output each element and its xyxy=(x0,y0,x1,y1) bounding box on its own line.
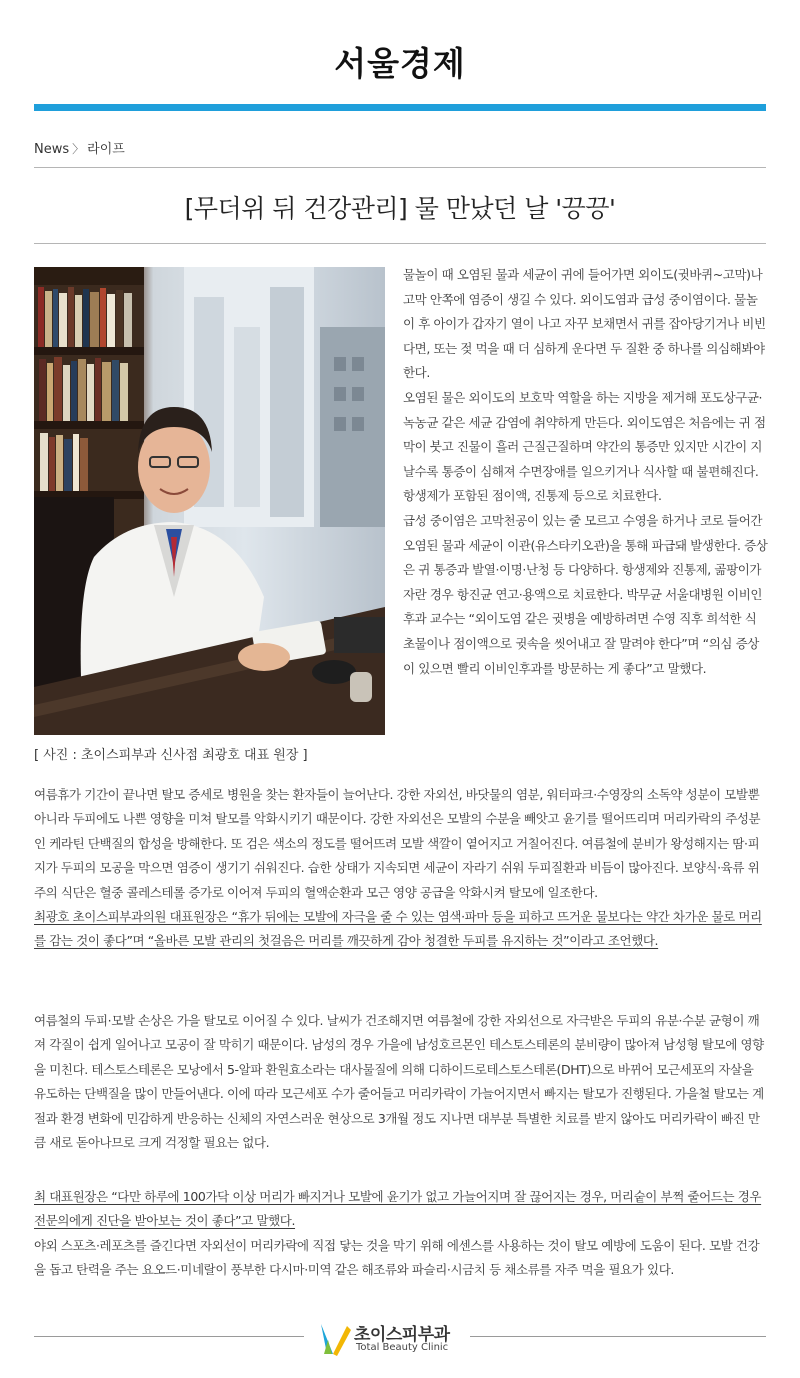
sidebar-paragraph: 급성 중이염은 고막천공이 있는 줄 모르고 수영을 하거나 코로 들어간 오염된 물과 세균이 이관(유스타키오관)을 통해 파급돼 발생한다. 증상은 귀 통증과 발열·이명·난청 등 다양하다. 항생제와 진통제, 곪팡이가 자란 경우 항진균 연고·용액으로 치료한다. 박무균 서울대병원 이비인후과 교수는 “외이도염 같은 귓병을 예방하려면 수영 직후 희석한 식초물이나 점이액으로 귓속을 씻어내고 잘 말려야 한다”며 “의심 증상이 있으면 빨리 이비인후과를 방문하는 게 좋다”고 말했다. xyxy=(403,512,768,676)
masthead-title: 서울경제 xyxy=(334,44,466,83)
breadcrumb xyxy=(34,138,125,157)
body-paragraph: 여름철의 두피·모발 손상은 가을 탈모로 이어질 수 있다. 날씨가 건조해지면 여름철에 강한 자외선으로 자극받은 두피의 유분·수분 균형이 깨져 각질이 쉽게 일어나고 모공이 잘 막히기 때문이다. 남성의 경우 가을에 남성호르몬인 테스토스테론의 분비량이 많아져 남성형 탈모에 영향을 미친다. 테스토스테론은 모낭에서 5-알파 환원효소라는 대사물질에 의해 디하이드로테스토스테론(DHT)으로 바뀌어 모근세포의 자살을 유도하는 단백질을 많이 만들어낸다. 이에 따라 모근세포 수가 줄어들고 머리카락이 가늘어지면서 빠지는 탈모가 진행된다. 가을철 탈모는 계절과 환경 변화에 민감하게 반응하는 신체의 자연스러운 현상으로 3개월 정도 지나면 대부분 특별한 치료를 받지 않아도 머리카락이 빠진 만큼 새로 돋아나므로 크게 걱정할 필요는 없다. xyxy=(34,1013,764,1151)
accent-bar xyxy=(34,104,766,111)
quote-paragraph: 최광호 초이스피부과의원 대표원장은 “휴가 뒤에는 모발에 자극을 줄 수 있는 염색·파마 등을 피하고 뜨거운 물보다는 약간 차가운 물로 머리를 감는 것이 좋다”며 “올바른 모발 관리의 첫걸음은 머리를 깨끗하게 감아 청결한 두피를 유지하는 것”이라고 조언했다. xyxy=(34,909,762,949)
clinic-logo-tagline: Total Beauty Clinic xyxy=(356,1342,449,1353)
clinic-logo-mark-icon xyxy=(318,1320,352,1358)
footer-divider-left xyxy=(34,1336,304,1337)
breadcrumb-section[interactable]: News xyxy=(34,142,70,157)
sidebar-article xyxy=(403,263,768,681)
body-paragraph: 여름휴가 기간이 끝나면 탈모 증세로 병원을 찾는 환자들이 늘어난다. 강한 자외선, 바닷물의 염분, 워터파크·수영장의 소독약 성분이 모발뿐 아니라 두피에도 나쁜 영향을 미쳐 탈모를 악화시키기 때문이다. 강한 자외선은 모발의 수분을 빼앗고 윤기를 떨어뜨리며 머리카락의 주성분인 케라틴 단백질의 합성을 방해한다. 또 검은 색소의 정도를 떨어뜨려 모발 색깔이 옅어지고 거칠어진다. 여름철에 분비가 왕성해지는 땀·피지가 두피의 모공을 막으면 염증이 생기기 쉬워진다. 습한 상태가 지속되면 세균이 자라기 쉬워 두피질환과 비듬이 많아진다. 보양식·육류 위주의 식단은 혈중 콜레스테롤 증가로 이어져 두피의 혈액순환과 모근 영양 공급을 악화시켜 탈모에 일조한다. xyxy=(34,787,761,900)
article-photo xyxy=(34,267,385,735)
sidebar-paragraph: 물놀이 때 오염된 물과 세균이 귀에 들어가면 외이도(귓바퀴~고막)나 고막 안쪽에 염증이 생길 수 있다. 외이도염과 급성 중이염이다. 물놀이 후 아이가 갑자기 열이 나고 자꾸 보채면서 귀를 잡아당기거나 비빈다면, 또는 젖 먹을 때 더 심하게 운다면 두 질환 중 하나를 의심해봐야 한다. xyxy=(403,267,766,381)
divider xyxy=(34,243,766,244)
clinic-logo-name: 초이스피부과 xyxy=(354,1325,450,1345)
footer-divider-right xyxy=(470,1336,766,1337)
photo-caption: [ 사진 : 초이스피부과 신사점 최광호 대표 원장 ] xyxy=(34,748,308,763)
chevron-right-icon: 〉 xyxy=(72,142,85,156)
article-body-section-2 xyxy=(34,1009,768,1155)
quote-paragraph: 최 대표원장은 “다만 하루에 100가닥 이상 머리가 빠지거나 모발에 윤기가 없고 가늘어지며 잘 끊어지는 경우, 머리숱이 부쩍 줄어드는 경우 전문의에게 진단을 받아보는 것이 좋다”고 말했다. xyxy=(34,1189,762,1229)
divider xyxy=(34,167,766,168)
article-body-section-1 xyxy=(34,783,768,954)
breadcrumb-subsection[interactable]: 라이프 xyxy=(87,142,125,157)
article-headline: [무더위 뒤 건강관리] 물 만났던 날 '끙끙' xyxy=(184,194,616,223)
article-body-section-3 xyxy=(34,1185,768,1283)
body-paragraph: 야외 스포츠·레포츠를 즐긴다면 자외선이 머리카락에 직접 닿는 것을 막기 위해 에센스를 사용하는 것이 탈모 예방에 도움이 된다. 모발 건강을 돕고 탄력을 주는 요오드·미네랄이 풍부한 다시마·미역 같은 해조류와 파슬리·시금치 등 채소류를 자주 먹을 필요가 있다. xyxy=(34,1237,760,1278)
sidebar-paragraph: 오염된 물은 외이도의 보호막 역할을 하는 지방을 제거해 포도상구균·녹농균 같은 세균 감염에 취약하게 만든다. 외이도염은 처음에는 귀 점막이 붓고 진물이 흘러 근질근질하며 약간의 통증만 있지만 시간이 지날수록 통증이 심해져 수면장애를 일으키거나 식사할 때 불편해진다. 항생제가 포함된 점이액, 진통제 등으로 치료한다. xyxy=(403,389,766,504)
clinic-logo xyxy=(318,1318,458,1358)
